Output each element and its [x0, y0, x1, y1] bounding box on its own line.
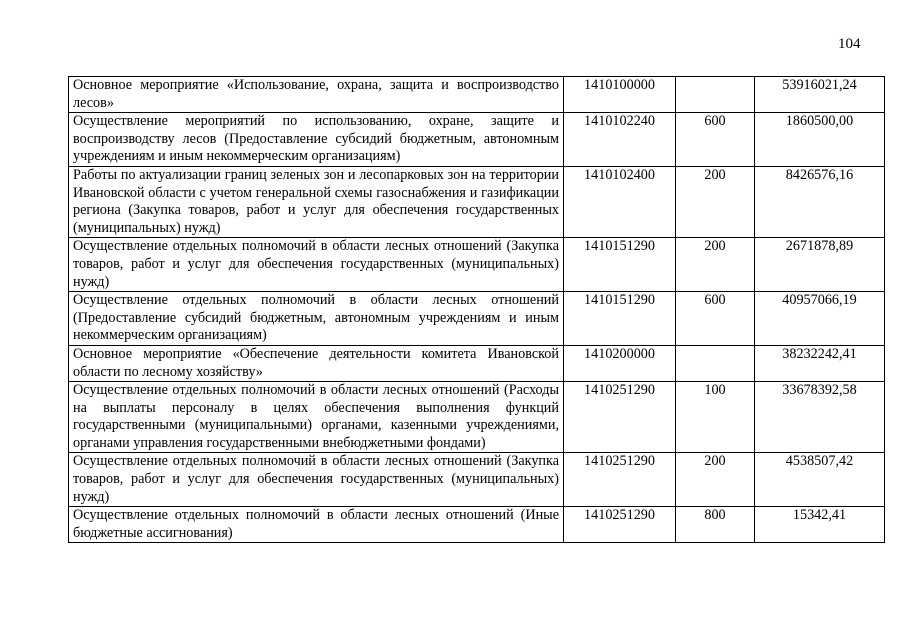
row-code: 1410251290 — [564, 507, 676, 543]
row-sum: 2671878,89 — [755, 238, 885, 292]
row-code: 1410251290 — [564, 453, 676, 507]
row-sum: 1860500,00 — [755, 113, 885, 167]
row-sum: 4538507,42 — [755, 453, 885, 507]
row-code: 1410102400 — [564, 166, 676, 237]
row-code: 1410200000 — [564, 345, 676, 381]
row-sum: 8426576,16 — [755, 166, 885, 237]
row-sum: 33678392,58 — [755, 382, 885, 453]
table-row — [69, 166, 885, 237]
row-type: 200 — [676, 166, 755, 237]
row-type: 800 — [676, 507, 755, 543]
table-row — [69, 382, 885, 453]
table-row — [69, 77, 885, 113]
row-code: 1410251290 — [564, 382, 676, 453]
table-row — [69, 345, 885, 381]
row-code: 1410151290 — [564, 292, 676, 346]
table-row — [69, 453, 885, 507]
row-name: Осуществление отдельных полномочий в области лесных отношений (Расходы на выплаты персоналу в целях обеспечения выполнения функций государственными (муниципальными) органами, казенными учреждениями, органами управления государственными внебюджетными фондами) — [69, 382, 564, 453]
row-name: Осуществление отдельных полномочий в области лесных отношений (Предоставление субсидий бюджетным, автономным учреждениям и иным некоммерческим организациям) — [69, 292, 564, 346]
table-row — [69, 113, 885, 167]
budget-table — [68, 76, 885, 543]
row-type: 200 — [676, 238, 755, 292]
table-row — [69, 238, 885, 292]
row-code: 1410100000 — [564, 77, 676, 113]
row-name: Работы по актуализации границ зеленых зон и лесопарковых зон на территории Ивановской области с учетом генеральной схемы газоснабжения и газификации региона (Закупка товаров, работ и услуг для обеспечения государственных (муниципальных) нужд) — [69, 166, 564, 237]
row-type: 600 — [676, 292, 755, 346]
page-number: 104 — [838, 36, 861, 52]
row-sum: 15342,41 — [755, 507, 885, 543]
table-row — [69, 292, 885, 346]
row-name: Осуществление отдельных полномочий в области лесных отношений (Закупка товаров, работ и услуг для обеспечения государственных (муниципальных) нужд) — [69, 453, 564, 507]
row-name: Осуществление отдельных полномочий в области лесных отношений (Закупка товаров, работ и услуг для обеспечения государственных (муниципальных) нужд) — [69, 238, 564, 292]
row-type — [676, 345, 755, 381]
row-code: 1410102240 — [564, 113, 676, 167]
row-type: 100 — [676, 382, 755, 453]
row-name: Осуществление мероприятий по использованию, охране, защите и воспроизводству лесов (Предоставление субсидий бюджетным, автономным учреждениям и иным некоммерческим организациям) — [69, 113, 564, 167]
row-type: 600 — [676, 113, 755, 167]
row-sum: 38232242,41 — [755, 345, 885, 381]
row-sum: 40957066,19 — [755, 292, 885, 346]
table-row — [69, 507, 885, 543]
row-name: Основное мероприятие «Использование, охрана, защита и воспроизводство лесов» — [69, 77, 564, 113]
row-name: Осуществление отдельных полномочий в области лесных отношений (Иные бюджетные ассигнования) — [69, 507, 564, 543]
row-type: 200 — [676, 453, 755, 507]
row-sum: 53916021,24 — [755, 77, 885, 113]
row-type — [676, 77, 755, 113]
row-code: 1410151290 — [564, 238, 676, 292]
row-name: Основное мероприятие «Обеспечение деятельности комитета Ивановской области по лесному хозяйству» — [69, 345, 564, 381]
